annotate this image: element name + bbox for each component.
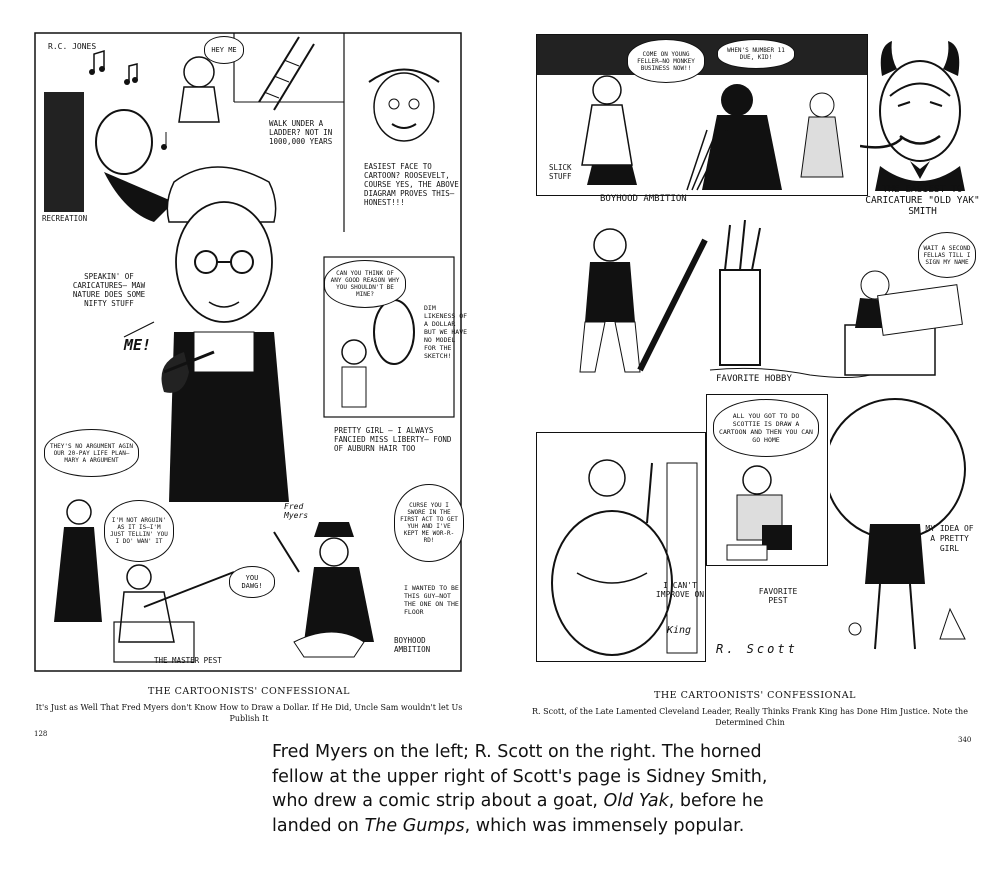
bubble-whens-number: WHEN'S NUMBER 11 DUE, KID!	[717, 39, 795, 69]
bubble-no-argument: THEY'S NO ARGUMENT AGIN OUR 20-PAY LIFE PLAN—MARY A ARGUMENT	[44, 429, 139, 477]
bubble-curse-you: CURSE YOU I SWORE IN THE FIRST ACT TO GET YUH AND I'VE KEPT ME WOR-R-RD!	[394, 484, 464, 562]
left-page	[24, 24, 474, 738]
label-favorite-pest: FAVORITE PEST	[758, 587, 798, 605]
bubble-hey-me: HEY ME	[204, 36, 244, 64]
commentary-note	[272, 740, 992, 838]
note-line-3	[272, 789, 992, 814]
text-i-wanted: I WANTED TO BE THIS GUY—NOT THE ONE ON THE FLOOR	[404, 584, 459, 616]
label-slick-stuff: SLICK STUFF	[549, 163, 572, 181]
note-line-4	[272, 814, 992, 839]
text-pretty-girl: PRETTY GIRL — I ALWAYS FANCIED MISS LIBERTY— FOND OF AUBURN HAIR TOO	[334, 426, 452, 453]
recreation-text: RECREATION	[42, 214, 88, 223]
bubble-can-you-think: CAN YOU THINK OF ANY GOOD REASON WHY YOU SHOULDN'T BE MINE?	[324, 260, 406, 308]
text-easiest-face: EASIEST FACE TO CARTOON? ROOSEVELT, COURSE YES, THE ABOVE DIAGRAM PROVES THIS—HONEST!!!	[364, 162, 459, 207]
panel-favorite-pest	[706, 394, 828, 566]
label-master-pest: THE MASTER PEST	[154, 656, 222, 665]
label-boyhood-ambition-right: BOYHOOD AMBITION	[600, 194, 687, 204]
left-caption-sub: It's Just as Well That Fred Myers don't Know How to Draw a Dollar. If He Did, Uncle Sam wouldn't let Us Publish It	[35, 703, 463, 723]
note-title-the-gumps: The Gumps	[364, 815, 465, 836]
bubble-im-not-arguin: I'M NOT ARGUIN' AS IT IS—I'M JUST TELLIN' YOU I DO' WAN' IT	[104, 500, 174, 562]
bubble-come-on: COME ON YOUNG FELLER—NO MONKEY BUSINESS NOW!!	[627, 39, 705, 83]
text-my-idea: MY IDEA OF A PRETTY GIRL	[925, 524, 974, 553]
note-line-2: fellow at the upper right of Scott's page is Sidney Smith,	[272, 766, 768, 787]
label-favorite-hobby: FAVORITE HOBBY	[716, 374, 792, 384]
right-page	[520, 24, 990, 754]
note-title-old-yak: Old Yak	[603, 791, 669, 811]
text-easiest-to-caricature: THE EASIEST TO CARICATURE "OLD YAK" SMITH	[865, 184, 980, 217]
right-page-number: 340	[958, 736, 972, 744]
note-line-3c: , before he	[668, 791, 764, 811]
left-caption-title: THE CARTOONISTS' CONFESSIONAL	[148, 686, 350, 697]
left-page-number: 128	[34, 730, 48, 738]
text-speakin-caricatures: SPEAKIN' OF CARICATURES— MAW NATURE DOES SOME NIFTY STUFF	[72, 272, 146, 308]
note-line-1: Fred Myers on the left; R. Scott on the right. The horned	[272, 742, 762, 762]
note-line-4c: , which was immensely popular.	[464, 815, 745, 836]
note-line-3a: who drew a comic strip about a goat,	[272, 791, 604, 811]
label-me: ME!	[124, 336, 152, 354]
panel-boyhood-ambition	[536, 34, 868, 196]
bubble-all-you-got: ALL YOU GOT TO DO SCOTTIE IS DRAW A CARTOON AND THEN YOU CAN GO HOME	[713, 399, 819, 457]
text-walk-under-ladder: WALK UNDER A LADDER? NOT IN 1000,000 YEARS	[269, 119, 333, 146]
signature-king: King	[667, 625, 692, 636]
right-caption-title: THE CARTOONISTS' CONFESSIONAL	[654, 690, 856, 701]
signature-jones: R.C. JONES	[48, 42, 97, 51]
bubble-wait-second: WAIT A SECOND FELLAS TILL I SIGN MY NAME	[918, 232, 976, 278]
text-cant-improve: I CAN'T IMPROVE ON	[655, 581, 705, 599]
panel-cant-improve	[536, 432, 706, 662]
text-dim-likeness: DIM LIKENESS OF A DOLLAR BUT WE HAVE NO MODEL FOR THE SKETCH!	[424, 304, 468, 360]
bubble-you-dawg: YOU DAWG!	[229, 566, 275, 598]
label-recreation	[42, 214, 87, 223]
label-boyhood-ambition-left: BOYHOOD AMBITION	[394, 636, 431, 654]
note-line-4a: landed on	[272, 815, 365, 836]
right-caption-sub: R. Scott, of the Late Lamented Cleveland Leader, Really Thinks Frank King has Done Him Justice. Note the Determined Chin	[532, 707, 968, 727]
signature-fred-myers: Fred Myers	[284, 502, 309, 520]
signature-scott: R. Scott	[716, 642, 798, 656]
devil-smith-art	[860, 36, 980, 196]
